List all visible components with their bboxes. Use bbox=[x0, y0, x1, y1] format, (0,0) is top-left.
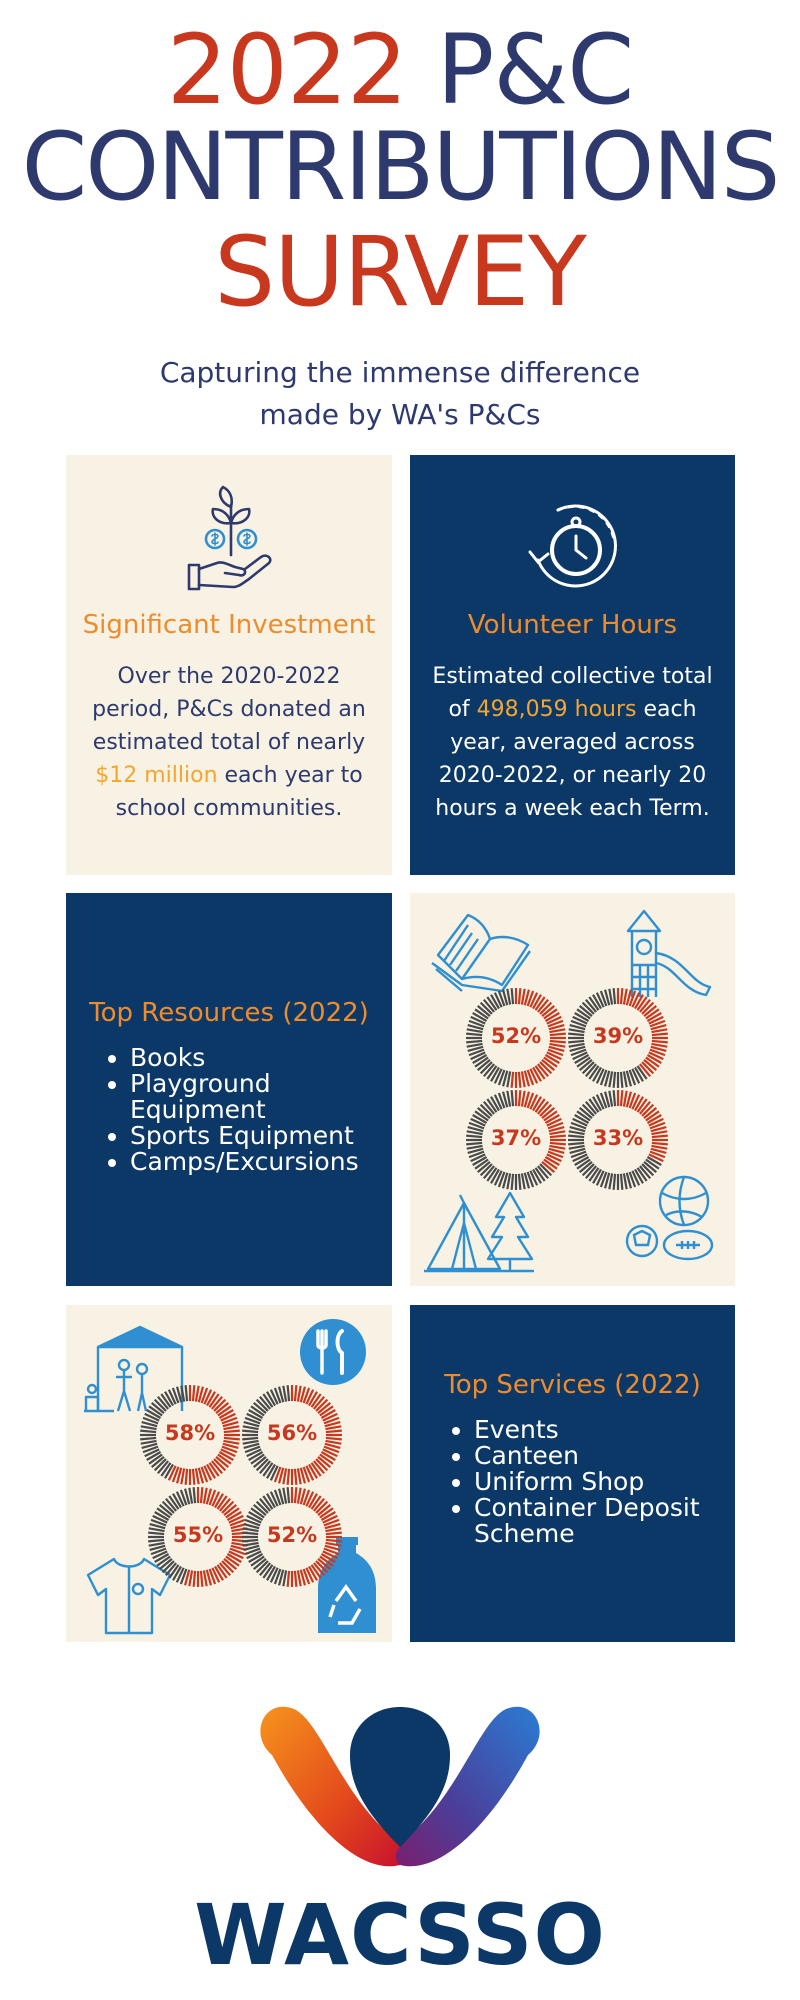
ring-books-tick bbox=[507, 1071, 510, 1087]
investment-line-4 bbox=[86, 759, 372, 792]
resources-heading: Top Resources (2022) bbox=[89, 998, 369, 1028]
investment-line-5: school communities. bbox=[115, 796, 343, 821]
ring-uniform-tick bbox=[201, 1571, 202, 1587]
ring-camps-tick bbox=[624, 1173, 627, 1189]
ring-events-tick bbox=[193, 1469, 194, 1485]
volunteer-line-1: Estimated collective total bbox=[432, 664, 713, 689]
ring-sports-tick bbox=[512, 1090, 513, 1106]
resources-rings bbox=[410, 893, 735, 1286]
volunteer-line-3: year, averaged across bbox=[450, 730, 695, 755]
investment-line-2: period, P&Cs donated an bbox=[92, 697, 366, 722]
list-item: • Camps/Excursions bbox=[130, 1149, 359, 1175]
list-item bbox=[474, 1495, 700, 1547]
ring-container-tick bbox=[298, 1488, 301, 1504]
ring-events-tick bbox=[186, 1385, 187, 1401]
ring-events-tick bbox=[181, 1468, 184, 1484]
ring-canteen-tick bbox=[298, 1386, 301, 1402]
ring-sports-tick bbox=[519, 1174, 520, 1190]
volunteer-panel bbox=[410, 455, 735, 875]
ring-playground-tick bbox=[614, 1072, 615, 1088]
investment-amount: $12 million bbox=[95, 763, 218, 788]
ring-canteen-tick bbox=[295, 1469, 296, 1485]
title-pc: P&C bbox=[436, 14, 634, 126]
list-item-text: Equipment bbox=[130, 1095, 266, 1124]
ring-canteen-tick bbox=[295, 1385, 296, 1401]
volunteer-line-2-post: each bbox=[636, 697, 697, 722]
investment-text bbox=[86, 660, 372, 825]
list-item: • Books bbox=[130, 1045, 359, 1071]
money-plant-icon bbox=[179, 485, 279, 595]
volunteer-heading: Volunteer Hours bbox=[467, 610, 678, 640]
ring-label-canteen: 56% bbox=[266, 1421, 318, 1445]
ring-container-tick bbox=[295, 1487, 296, 1503]
ring-playground-tick bbox=[609, 1071, 612, 1087]
ring-sports-tick bbox=[512, 1174, 513, 1190]
ring-books-tick bbox=[519, 988, 520, 1004]
ring-uniform-tick bbox=[204, 1488, 207, 1504]
ring-camps-tick bbox=[614, 1090, 615, 1106]
list-item-text: Playground bbox=[130, 1069, 271, 1098]
list-item: • Canteen bbox=[474, 1443, 700, 1469]
list-item bbox=[130, 1071, 359, 1123]
subtitle-line-2: made by WA's P&Cs bbox=[259, 398, 541, 431]
ring-uniform-tick bbox=[189, 1488, 192, 1504]
ring-sports-tick bbox=[522, 1173, 525, 1189]
ring-container-tick bbox=[283, 1488, 286, 1504]
resources-list bbox=[98, 1045, 359, 1175]
ring-playground-tick bbox=[621, 988, 622, 1004]
title-line-3: SURVEY bbox=[214, 216, 586, 328]
ring-label-uniform: 55% bbox=[172, 1523, 224, 1547]
ring-books-tick bbox=[507, 989, 510, 1005]
list-item-text: Container Deposit bbox=[474, 1493, 700, 1522]
ring-container-tick bbox=[298, 1570, 301, 1586]
ring-camps-tick bbox=[609, 1091, 612, 1107]
list-item-text: Scheme bbox=[474, 1519, 575, 1548]
ring-events-tick bbox=[193, 1385, 194, 1401]
volunteer-text bbox=[425, 660, 720, 825]
ring-camps-tick bbox=[621, 1090, 622, 1106]
ring-playground-tick bbox=[621, 1072, 622, 1088]
investment-line-1: Over the 2020-2022 bbox=[117, 664, 341, 689]
resources-panel bbox=[66, 893, 392, 1286]
ring-canteen-tick bbox=[283, 1468, 286, 1484]
services-list bbox=[442, 1417, 700, 1547]
list-item: • Sports Equipment bbox=[130, 1123, 359, 1149]
ring-label-camps: 33% bbox=[592, 1126, 644, 1150]
list-item: • Events bbox=[474, 1417, 700, 1443]
resources-rings-panel bbox=[410, 893, 735, 1286]
ring-container-tick bbox=[288, 1487, 289, 1503]
ring-playground-tick bbox=[624, 1071, 627, 1087]
investment-line-4-rest: each year to bbox=[217, 763, 363, 788]
ring-events-tick bbox=[181, 1386, 184, 1402]
volunteer-line-2-pre: of bbox=[448, 697, 477, 722]
ring-container-tick bbox=[283, 1570, 286, 1586]
ring-events-tick bbox=[196, 1386, 199, 1402]
services-heading: Top Services (2022) bbox=[444, 1370, 701, 1400]
title-line-1 bbox=[0, 14, 800, 126]
ring-playground-tick bbox=[609, 989, 612, 1005]
clock-icon bbox=[518, 490, 628, 600]
ring-uniform-tick bbox=[194, 1487, 195, 1503]
ring-books-tick bbox=[512, 1072, 513, 1088]
ring-camps-tick bbox=[614, 1174, 615, 1190]
ring-label-container: 52% bbox=[266, 1523, 318, 1547]
volunteer-hours-amount: 498,059 hours bbox=[476, 697, 637, 722]
ring-uniform-tick bbox=[189, 1570, 192, 1586]
list-item: • Uniform Shop bbox=[474, 1469, 700, 1495]
title-year: 2022 bbox=[166, 14, 407, 126]
ring-uniform-tick bbox=[194, 1571, 195, 1587]
volunteer-line-2 bbox=[425, 693, 720, 726]
ring-canteen-tick bbox=[298, 1468, 301, 1484]
ring-sports-tick bbox=[507, 1173, 510, 1189]
ring-events-tick bbox=[186, 1469, 187, 1485]
rings-group bbox=[140, 1385, 342, 1587]
subtitle bbox=[0, 352, 800, 436]
title-line-2: CONTRIBUTIONS bbox=[21, 113, 779, 222]
rings-group bbox=[466, 988, 668, 1190]
ring-sports-tick bbox=[507, 1091, 510, 1107]
ring-canteen-tick bbox=[283, 1386, 286, 1402]
wacsso-logo-icon bbox=[250, 1695, 550, 1895]
volunteer-line-5: hours a week each Term. bbox=[435, 796, 710, 821]
ring-uniform-tick bbox=[201, 1487, 202, 1503]
ring-playground-tick bbox=[614, 988, 615, 1004]
ring-uniform-tick bbox=[204, 1570, 207, 1586]
volunteer-line-4: 2020-2022, or nearly 20 bbox=[438, 763, 707, 788]
ring-label-books: 52% bbox=[490, 1024, 542, 1048]
ring-canteen-tick bbox=[288, 1469, 289, 1485]
ring-label-playground: 39% bbox=[592, 1024, 644, 1048]
ring-camps-tick bbox=[624, 1091, 627, 1107]
ring-sports-tick bbox=[519, 1090, 520, 1106]
wacsso-logo-text: WACSSO bbox=[194, 1886, 606, 1984]
ring-books-tick bbox=[522, 1071, 525, 1087]
subtitle-line-1: Capturing the immense difference bbox=[159, 356, 641, 389]
investment-panel bbox=[66, 455, 392, 875]
ring-container-tick bbox=[288, 1571, 289, 1587]
ring-events-tick bbox=[196, 1468, 199, 1484]
investment-heading: Significant Investment bbox=[82, 610, 376, 640]
ring-canteen-tick bbox=[288, 1385, 289, 1401]
ring-label-sports: 37% bbox=[490, 1126, 542, 1150]
ring-playground-tick bbox=[624, 989, 627, 1005]
ring-container-tick bbox=[295, 1571, 296, 1587]
ring-camps-tick bbox=[621, 1174, 622, 1190]
investment-line-3: estimated total of nearly bbox=[92, 730, 366, 755]
ring-sports-tick bbox=[522, 1091, 525, 1107]
ring-books-tick bbox=[522, 989, 525, 1005]
ring-camps-tick bbox=[609, 1173, 612, 1189]
ring-books-tick bbox=[512, 988, 513, 1004]
services-panel bbox=[410, 1305, 735, 1642]
services-rings bbox=[66, 1305, 392, 1642]
ring-label-events: 58% bbox=[164, 1421, 216, 1445]
services-rings-panel bbox=[66, 1305, 392, 1642]
ring-books-tick bbox=[519, 1072, 520, 1088]
